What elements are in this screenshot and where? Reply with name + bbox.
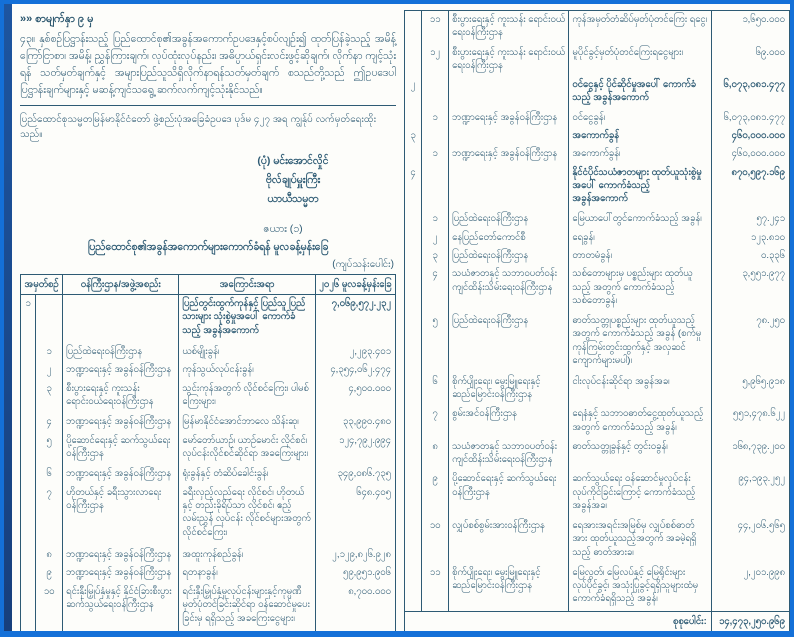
grand-total-label: စုစုပေါင်း:	[405, 611, 712, 631]
right-column	[404, 10, 790, 632]
separator-line	[20, 105, 396, 106]
table-row	[21, 465, 396, 484]
amount-cell: ၄,၃၅၄,၀၆၂.၄၇၄	[315, 361, 395, 380]
ministry-cell: ဘဏ္ဍာရေးနှင့် အခွန်ဝန်ကြီးဌာန	[449, 109, 569, 127]
subject-cell: နိုင်ငံပိုင်သယံဇာတများ ထုတ်ယူသုံးစွဲမှု အပေါ် ကောက်ခံသည့် အခွန်အကောက်	[569, 164, 711, 211]
subject-cell: ဝင်ငွေခွန်၊	[569, 109, 711, 127]
subject-cell: ပြည်တွင်းထွက်ကုန်နှင့် ပြည်သူ ပြည်သားများ သုံးစွဲမှုအပေါ် ကောက်ခံ သည့် အခွန်အကောက်	[179, 294, 315, 342]
amount-cell: ၁,၆၅၀.၀၀၀	[711, 11, 789, 44]
unit-note: (ကျပ်သန်းပေါင်း)	[332, 258, 394, 270]
serial-number-cell: ၁	[36, 343, 63, 362]
ministry-cell: ပြည်ထဲရေးဝန်ကြီးဌာန	[449, 210, 569, 228]
group-number-cell: ၂	[405, 76, 422, 109]
amount-cell: ၅၅၁,၄၇၈.၆၂၂	[711, 405, 789, 438]
subject-cell: သစ်တောများမှ ပစ္စည်းများ ထုတ်ယူသည့် အတွက် ကောက်ခံသည့် သစ်တောခွန်၊	[569, 265, 711, 312]
table-row	[405, 11, 790, 44]
amount-cell: ၆,၀၇၃,၀၈၁.၄၇၇	[711, 109, 789, 127]
group-number-cell	[405, 109, 422, 127]
ministry-cell: ပြည်ထဲရေးဝန်ကြီးဌာန	[449, 247, 569, 265]
header-ministry: ဝန်ကြီးဌာန/အဖွဲ့အစည်း	[63, 274, 179, 294]
ministry-cell: စွမ်းအင်ဝန်ကြီးဌာန	[449, 405, 569, 438]
header-serial: အမှတ်စဉ်	[21, 274, 63, 294]
subject-cell: မြေယာပေါ်တွင်ကောက်ခံသည့် အခွန်၊	[569, 210, 711, 228]
subject-cell: ကုန်အမှတ်တံဆိပ်မှတ်ပုံတင်ကြေး ရငွေ၊	[569, 11, 711, 44]
amount-cell: ၂,၂၀၁.၉၉၈	[711, 564, 789, 611]
table-row	[405, 405, 790, 438]
table-row	[405, 564, 790, 611]
table-row	[405, 438, 790, 471]
table-row	[405, 76, 790, 109]
ministry-cell: ပို့ဆောင်ရေးနှင့် ဆက်သွယ်ရေး ဝန်ကြီးဌာန	[449, 470, 569, 517]
group-number-cell: ၄	[405, 164, 422, 211]
serial-number-cell: ၉	[36, 564, 63, 583]
amount-cell: ၂,၁၂၉,၈၂၆.၉၂၈	[315, 546, 395, 565]
serial-number-cell: ၃	[36, 380, 63, 413]
serial-number-cell: ၈	[36, 546, 63, 565]
group-number-cell	[21, 583, 36, 631]
table-row	[405, 109, 790, 127]
ministry-cell: ဟိုတယ်နှင့် ခရီးသွားလာရေး ဝန်ကြီးဌာန	[63, 484, 179, 546]
signature-title: ယာယီသမ္မတ	[267, 192, 319, 205]
group-number-cell	[21, 380, 36, 413]
subject-cell: မြန်မာနိုင်ငံအောင်ဘာလေ သိန်းဆု၊	[179, 413, 315, 432]
ministry-cell: စီးပွားရေးနှင့် ကူးသန်း ရောင်းဝယ်ရေးဝန်ကြီးဌာန	[449, 11, 569, 44]
subject-cell: ယစ်မျိုးခွန်၊	[179, 343, 315, 362]
subject-cell: အကောက်ခွန်၊	[569, 145, 711, 163]
group-number-cell	[21, 484, 36, 546]
ministry-cell: ဘဏ္ဍာရေးနှင့် အခွန်ဝန်ကြီးဌာန	[63, 564, 179, 583]
grand-total-row	[405, 611, 790, 631]
table-row	[21, 294, 396, 342]
table-row	[21, 484, 396, 546]
ministry-cell: သယံဇာတနှင့် သဘာဝပတ်ဝန်း ကျင်ထိန်းသိမ်းရေးဝန်ကြီးဌာန	[449, 438, 569, 471]
amount-cell: ၃,၅၅၁.၉၇၇	[711, 265, 789, 312]
amount-cell: ၆၉.၀၀၀	[711, 44, 789, 77]
subject-cell: ရေနံနှင့် သဘာဝဓာတ်ငွေ့ထုတ်ယူသည့် အတွက် ကောက်ခံသည့် အခွန်၊	[569, 405, 711, 438]
table-row	[405, 145, 790, 163]
amount-cell: ၃၄၉,၀၈၆.၇၃၅	[315, 465, 395, 484]
amount-cell: ၇,၀၆၉,၅၇၂.၂၃၂	[315, 294, 395, 342]
group-number-cell	[21, 343, 36, 362]
table-row	[405, 44, 790, 77]
continued-from-note: »» စာမျက်နှာ ၉ မှ	[20, 13, 94, 25]
table-row	[405, 265, 790, 312]
section-43-paragraph: ၄၃။ နှစ်စဉ်ပြဋ္ဌာန်းသည့် ပြည်ထောင်စု၏အခွန်အကောက်ဥပဒေနှင့်စပ်လျဉ်း၍ ထုတ်ပြန်ခဲ့သည့် အမိန့်ကြော်ငြာစာ၊ အမိန့်၊ ညွှန်ကြားချက်၊ လုပ်ထုံးလုပ်နည်း၊ အဓိပ္ပာယ်ရှင်းလင်းဖွင့်ဆိုချက်၊ လိုက်နာ ကျင့်သုံးရန် သတ်မှတ်ချက်နှင့် အများပြည်သူသိရှိလိုက်နာရန်သတ်မှတ်ချက် စသည်တို့သည် ဤဥပဒေပါ ပြဋ္ဌာန်းချက်များနှင့် မဆန့်ကျင်သရွေ့ ဆက်လက်ကျင့်သုံးနိုင်သည်။	[20, 33, 396, 96]
left-accent-bar	[4, 4, 12, 631]
ministry-cell	[63, 294, 179, 342]
amount-cell: ၄၆၀,၀၀၀.၀၀၀	[711, 127, 789, 145]
table-row	[21, 343, 396, 362]
amount-cell: ၇၈.၂၅၀	[711, 312, 789, 373]
amount-cell: ၅၇.၂၄၁	[711, 210, 789, 228]
ministry-cell: ဘဏ္ဍာရေးနှင့် အခွန်ဝန်ကြီးဌာန	[63, 413, 179, 432]
subject-cell: ရင်းနှီးမြှုပ်နှံမှုလုပ်ငန်းများနှင့်ကုမ္ပဏီ မှတ်ပုံတင်ခြင်းဆိုင်ရာ ဝန်ဆောင်မှုပေး ခြင်းမှ ရရှိသည့် အခကြေးငွေများ၊	[179, 583, 315, 631]
amount-cell: ၄၆၀,၀၀၀.၀၀၀	[711, 145, 789, 163]
group-number-cell	[405, 470, 422, 517]
group-number-cell	[405, 438, 422, 471]
amount-cell: ၁၆၈,၇၃၉.၂၀၀	[711, 438, 789, 471]
ministry-cell: စီးပွားရေးနှင့် ကူးသန်း ရောင်းဝယ်ရေးဝန်ကြီးဌာန	[449, 44, 569, 77]
serial-number-cell: ၂	[422, 229, 449, 247]
amount-cell: ၅,၉၆၅.၉၁၈	[711, 373, 789, 406]
table-label: ဇယား (၁)	[263, 222, 303, 235]
serial-number-cell: ၁၀	[36, 583, 63, 631]
amount-cell: ၁၂၃.၈၁၀	[711, 229, 789, 247]
group-number-cell	[405, 373, 422, 406]
table-row	[21, 432, 396, 465]
subject-cell: ဓာတ်သတ္တုပစ္စည်းများ ထုတ်ယူသည့် အတွက် ကောက်ခံသည့် အခွန် (စက်မှု ကုန်ကြမ်းတွင်းထွက်နှင့် အလှဆင် ကျောက်များမပါ)၊	[569, 312, 711, 373]
signature-rank: ဗိုလ်ချုပ်မှူးကြီး	[265, 173, 321, 186]
serial-number-cell	[422, 76, 449, 109]
table-row	[405, 229, 790, 247]
group-number-cell	[21, 564, 36, 583]
table-row	[405, 517, 790, 564]
subject-cell: ခရီးလှည့်လည်ရေး လိုင်စင်၊ ဟိုတယ်နှင့် တည်းခိုရိပ်သာ လိုင်စင်၊ ဧည့်လမ်းညွှန် လုပ်ငန်း လိုင်စင်များအတွက် လိုင်စင်ကြေး၊	[179, 484, 315, 546]
ministry-cell: ရင်းနှီးမြှုပ်နှံမှုနှင့် နိုင်ငံခြားစီးပွား ဆက်သွယ်ရေးဝန်ကြီးဌာန	[63, 583, 179, 631]
ministry-cell	[449, 76, 569, 109]
group-number-cell	[21, 432, 36, 465]
subject-cell: ဓာတ်သတ္တုခွန်နှင့် တွင်းဝခွန်၊	[569, 438, 711, 471]
serial-number-cell: ၄	[422, 265, 449, 312]
group-number-cell	[21, 413, 36, 432]
subject-cell: ရေခွန်၊	[569, 229, 711, 247]
group-number-cell	[21, 361, 36, 380]
serial-number-cell: ၄	[36, 413, 63, 432]
subject-cell: ငါးလုပ်ငန်းဆိုင်ရာ အခွန်အခ၊	[569, 373, 711, 406]
group-number-cell	[405, 145, 422, 163]
ministry-cell: စိုက်ပျိုးရေး၊ မွေးမြူရေးနှင့် ဆည်မြောင်းဝန်ကြီးဌာန	[449, 564, 569, 611]
serial-number-cell: ၁၀	[422, 517, 449, 564]
grand-total-value: ၁၄,၄၇၃,၂၅၀.၉၆၉	[711, 611, 789, 631]
table-row	[21, 413, 396, 432]
table-row	[405, 164, 790, 211]
subject-cell: အကောက်ခွန်	[569, 127, 711, 145]
amount-cell: ၀.၃၃၆	[711, 247, 789, 265]
serial-number-cell: ၁၁	[422, 564, 449, 611]
signing-statement: ပြည်ထောင်စုသမ္မတမြန်မာနိုင်ငံတော် ဖွဲ့စည်းပုံအခြေခံဥပဒေ ပုဒ်မ ၄၂၇ အရ ကျွန်ုပ် လက်မှတ်ရေးထိုးသည်။	[20, 114, 377, 140]
group-number-cell	[405, 210, 422, 228]
ministry-cell: ပြည်ထဲရေးဝန်ကြီးဌာန	[449, 312, 569, 373]
group-number-cell	[405, 517, 422, 564]
group-number-cell: ၁	[21, 294, 36, 342]
group-number-cell	[405, 564, 422, 611]
ministry-cell: ပြည်ထဲရေးဝန်ကြီးဌာန	[63, 343, 179, 362]
subject-cell: မော်တော်ယာဉ်၊ ယာဉ်မောင်း လိုင်စင်၊ လုပ်ငန်းလိုင်စင်ဆိုင်ရာ အခကြေးများ၊	[179, 432, 315, 465]
serial-number-cell: ၃	[422, 247, 449, 265]
serial-number-cell: ၁	[422, 145, 449, 163]
ministry-cell: ဘဏ္ဍာရေးနှင့် အခွန်ဝန်ကြီးဌာန	[63, 361, 179, 380]
serial-number-cell	[422, 164, 449, 211]
amount-cell: ၄,၅၀၀.၀၀၀	[315, 380, 395, 413]
table-row	[21, 380, 396, 413]
header-subject: အကြောင်းအရာ	[179, 274, 315, 294]
serial-number-cell: ၆	[36, 465, 63, 484]
ministry-cell	[449, 164, 569, 211]
amount-cell: ၁၂၄,၇၉၂.၉၉၄	[315, 432, 395, 465]
group-number-cell: ၃	[405, 127, 422, 145]
table-row	[405, 247, 790, 265]
subject-cell: ရုံးခွန်နှင့် တံဆိပ်ခေါင်းခွန်၊	[179, 465, 315, 484]
table-header-row	[21, 274, 396, 294]
group-number-cell	[405, 229, 422, 247]
ministry-cell: ဘဏ္ဍာရေးနှင့် အခွန်ဝန်ကြီးဌာန	[63, 465, 179, 484]
serial-number-cell: ၆	[422, 373, 449, 406]
serial-number-cell: ၉	[422, 470, 449, 517]
serial-number-cell: ၇	[36, 484, 63, 546]
table-row	[405, 312, 790, 373]
ministry-cell: နေပြည်တော်ကောင်စီ	[449, 229, 569, 247]
subject-cell: ရေအားအရင်းအမြစ်မှ လျှပ်စစ်ဓာတ်အား ထုတ်ယူသည့်အတွက် အခမဲ့ရရှိသည့် ဓာတ်အားခ၊	[569, 517, 711, 564]
tax-table-left	[20, 274, 396, 632]
ministry-cell: သယံဇာတနှင့် သဘာဝပတ်ဝန်း ကျင်ထိန်းသိမ်းရေးဝန်ကြီးဌာန	[449, 265, 569, 312]
subject-cell: အထူးကုန်စည်ခွန်၊	[179, 546, 315, 565]
ministry-cell: စိုက်ပျိုးရေး၊ မွေးမြူရေးနှင့် ဆည်မြောင်းဝန်ကြီးဌာန	[449, 373, 569, 406]
amount-cell: ၅၉,၉၅၁.၉၀၆	[315, 564, 395, 583]
subject-cell: မူပိုင်ခွင့်မှတ်ပုံတင်ကြေးရငွေများ၊	[569, 44, 711, 77]
subject-cell: တာတမံခွန်၊	[569, 247, 711, 265]
subject-cell: ဝင်ငွေနှင့် ပိုင်ဆိုင်မှုအပေါ် ကောက်ခံသည့် အခွန်အကောက်	[569, 76, 711, 109]
serial-number-cell: ၁	[422, 109, 449, 127]
serial-number-cell: ၇	[422, 405, 449, 438]
subject-cell: ရတနာခွန်၊	[179, 564, 315, 583]
signature-name: (ပုံ) မင်းအောင်လှိုင်	[257, 155, 329, 167]
ministry-cell: ဘဏ္ဍာရေးနှင့် အခွန်ဝန်ကြီးဌာန	[449, 145, 569, 163]
serial-number-cell: ၁	[422, 210, 449, 228]
ministry-cell: ဘဏ္ဍာရေးနှင့် အခွန်ဝန်ကြီးဌာန	[63, 546, 179, 565]
table-row	[405, 470, 790, 517]
ministry-cell: လျှပ်စစ်စွမ်းအားဝန်ကြီးဌာန	[449, 517, 569, 564]
group-number-cell	[405, 247, 422, 265]
table-row	[21, 361, 396, 380]
amount-cell: ၂,၂၉၃.၄၀၁	[315, 343, 395, 362]
header-amount: ၂၀၂၆ မူလခန့်မှန်းခြေ	[315, 274, 395, 294]
tax-table-right	[404, 10, 790, 632]
group-number-cell	[405, 44, 422, 77]
amount-cell: ၆၄၈.၄၀၅	[315, 484, 395, 546]
amount-cell: ၈,၇၀၀.၀၀၀	[315, 583, 395, 631]
subject-cell: ကုန်သွယ်လုပ်ငန်းခွန်၊	[179, 361, 315, 380]
group-number-cell	[405, 265, 422, 312]
table-row	[405, 373, 790, 406]
subject-cell: ဆက်သွယ်ရေး ဝန်ဆောင်မှုလုပ်ငန်း လုပ်ကိုင်ခြင်းကြောင့် ကောက်ခံသည့် အခွန်အခ၊	[569, 470, 711, 517]
table-row	[405, 127, 790, 145]
serial-number-cell: ၅	[36, 432, 63, 465]
serial-number-cell: ၅	[422, 312, 449, 373]
serial-number-cell: ၁၁	[422, 11, 449, 44]
group-number-cell	[405, 312, 422, 373]
group-number-cell	[405, 11, 422, 44]
amount-cell: ၄၄,၂၀၆.၅၆၅	[711, 517, 789, 564]
amount-cell: ၆,၀၇၃,၀၈၁.၄၇၇	[711, 76, 789, 109]
group-number-cell	[21, 465, 36, 484]
serial-number-cell: ၁၂	[422, 44, 449, 77]
amount-cell: ၃၃,၉၉၀.၄၈၀	[315, 413, 395, 432]
serial-number-cell: ၈	[422, 438, 449, 471]
amount-cell: ၈၇၀,၅၉၇.၁၆၉	[711, 164, 789, 211]
serial-number-cell: ၂	[36, 361, 63, 380]
left-column	[20, 8, 396, 632]
table-row	[21, 546, 396, 565]
table-row	[21, 564, 396, 583]
amount-cell: ၉၄,၁၉၃.၂၅၂	[711, 470, 789, 517]
group-number-cell	[21, 546, 36, 565]
table-row	[21, 583, 396, 631]
serial-number-cell	[422, 127, 449, 145]
ministry-cell: စီးပွားရေးနှင့် ကူးသန်း ရောင်းဝယ်ရေးဝန်ကြီးဌာန	[63, 380, 179, 413]
signature-block	[20, 152, 396, 209]
ministry-cell: ပို့ဆောင်ရေးနှင့် ဆက်သွယ်ရေး ဝန်ကြီးဌာန	[63, 432, 179, 465]
subject-cell: မြေလွတ်၊ မြေလပ်နှင့် မြေရိုင်းများ လုပ်ပိုင်ခွင့်၊ အသုံးပြုခွင့်ရရှိသူများထံမှ ကောက်ခံရရှိသည့် အခွန်၊	[569, 564, 711, 611]
table-row	[405, 210, 790, 228]
subject-cell: သွင်းကုန်အတွက် လိုင်စင်ကြေး၊ ပါမစ် ကြေးများ၊	[179, 380, 315, 413]
serial-number-cell	[36, 294, 63, 342]
group-number-cell	[405, 405, 422, 438]
table-title: ပြည်ထောင်စု၏အခွန်အကောက်များကောက်ခံရန် မူလခန့်မှန်းခြေ	[87, 240, 329, 253]
ministry-cell	[449, 127, 569, 145]
